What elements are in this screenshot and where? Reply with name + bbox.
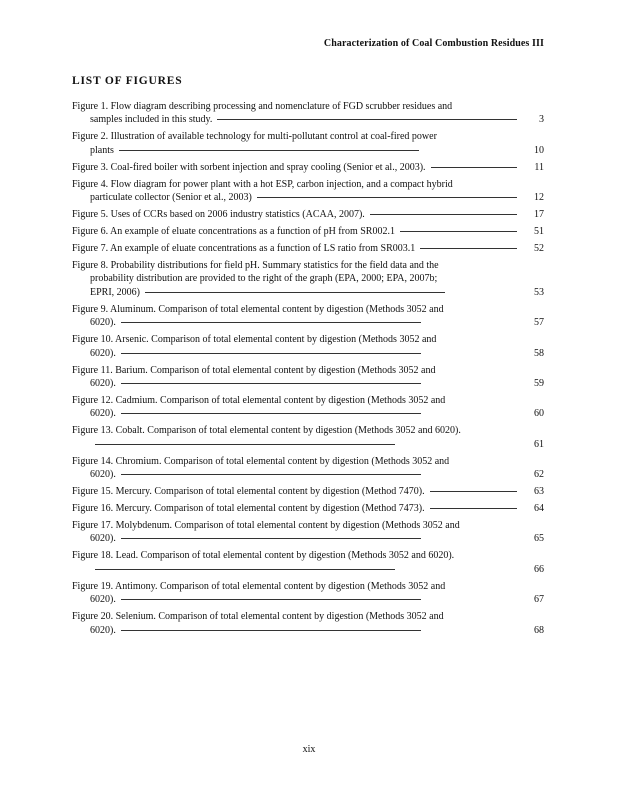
figure-page-number: 51 [531,225,544,238]
figure-entry-continuation-line [72,624,544,637]
figure-caption-text: Figure 20. Selenium. Comparison of total elemental content by digestion (Methods 3052 and [72,611,447,622]
figure-caption-text: Figure 7. An example of eluate concentrations as a function of LS ratio from SR003.1 [72,243,418,254]
figure-caption-text: Figure 12. Cadmium. Comparison of total elemental content by digestion (Methods 3052 and [72,395,448,406]
figure-page-number: 67 [531,593,544,606]
figure-caption-text: Figure 10. Arsenic. Comparison of total elemental content by digestion (Methods 3052 and [72,334,439,345]
figure-entry[interactable] [72,455,544,482]
figure-caption-text: Figure 3. Coal-fired boiler with sorbent injection and spray cooling (Senior et al., 2003). [72,162,429,173]
figure-page-number: 57 [531,316,544,329]
figure-entry-continuation-line [72,468,544,481]
figure-entry-continuation-line [72,347,544,360]
figure-caption-text: 6020). [90,533,119,544]
figure-entry-first-line [72,485,544,498]
dot-leader [121,598,421,600]
figure-entry-first-line [72,394,544,407]
figure-entry[interactable] [72,208,544,221]
figure-entry[interactable] [72,178,544,205]
figure-entry-first-line [72,364,544,377]
figure-entry-first-line [72,424,544,437]
figure-entry[interactable] [72,502,544,515]
figure-entry[interactable] [72,100,544,127]
figure-page-number: 64 [531,502,544,515]
figure-entry-first-line [72,225,544,238]
dot-leader [121,537,421,539]
figure-page-number: 11 [531,161,544,174]
figure-entry-continuation-line [72,438,544,451]
figure-entry[interactable] [72,225,544,238]
list-of-figures [72,100,544,641]
figure-page-number: 68 [531,624,544,637]
figure-entry[interactable] [72,394,544,421]
figure-caption-text: 6020). [90,378,119,389]
figure-page-number: 63 [531,485,544,498]
figure-entry-continuation-line [72,593,544,606]
figure-entry-continuation-line [72,563,544,576]
dot-leader [430,490,517,492]
dot-leader [430,507,517,509]
figure-entry-first-line [72,519,544,532]
dot-leader [95,568,395,570]
figure-entry[interactable] [72,519,544,546]
figure-entry[interactable] [72,242,544,255]
figure-caption-text: Figure 6. An example of eluate concentrations as a function of pH from SR002.1 [72,226,398,237]
figure-entry-continuation-line [72,113,544,126]
figure-entry[interactable] [72,549,544,576]
figure-caption-text: 6020). [90,625,119,636]
figure-entry-first-line [72,455,544,468]
figure-caption-text: 6020). [90,317,119,328]
figure-caption-text: samples included in this study. [90,114,215,125]
figure-entry[interactable] [72,485,544,498]
figure-page-number: 66 [531,563,544,576]
figure-page-number: 60 [531,407,544,420]
dot-leader [121,382,421,384]
figure-entry[interactable] [72,364,544,391]
figure-page-number: 3 [536,113,544,126]
dot-leader [121,352,421,354]
figure-entry-first-line [72,549,544,562]
dot-leader [119,149,419,151]
figure-page-number: 17 [531,208,544,221]
figure-caption-text: Figure 17. Molybdenum. Comparison of total elemental content by digestion (Methods 3052 and [72,520,463,531]
figure-entry-continuation-line [72,144,544,157]
figure-caption-text: 6020). [90,469,119,480]
dot-leader [370,213,517,215]
figure-page-number: 62 [531,468,544,481]
figure-entry-continuation-line [72,407,544,420]
figure-entry[interactable] [72,303,544,330]
dot-leader [420,247,517,249]
figure-entry-first-line [72,242,544,255]
figure-caption-text: Figure 2. Illustration of available technology for multi-pollutant control at coal-fired power [72,131,440,142]
figure-entry-continuation-line [72,272,544,285]
figure-page-number: 52 [531,242,544,255]
figure-entry[interactable] [72,610,544,637]
figure-entry-first-line [72,161,544,174]
figure-entry-continuation-line [72,377,544,390]
figure-caption-text: Figure 8. Probability distributions for field pH. Summary statistics for the field data and the [72,260,442,271]
running-header: Characterization of Coal Combustion Residues III [323,38,544,49]
dot-leader [431,166,517,168]
figure-page-number: 61 [531,438,544,451]
figure-entry-continuation-line [72,191,544,204]
figure-entry[interactable] [72,259,544,299]
figure-page-number: 53 [531,286,544,299]
figure-caption-text: Figure 9. Aluminum. Comparison of total elemental content by digestion (Methods 3052 and [72,304,447,315]
figure-caption-text: particulate collector (Senior et al., 2003) [90,192,255,203]
figure-entry[interactable] [72,161,544,174]
figure-caption-text [90,439,93,450]
dot-leader [400,230,517,232]
figure-caption-text: Figure 11. Barium. Comparison of total elemental content by digestion (Methods 3052 and [72,365,438,376]
figure-entry-first-line [72,610,544,623]
figure-caption-text: 6020). [90,594,119,605]
figure-caption-text: probability distribution are provided to the right of the graph (EPA, 2000; EPA, 2007b; [90,273,440,284]
figure-caption-text: Figure 4. Flow diagram for power plant with a hot ESP, carbon injection, and a compact hybrid [72,179,456,190]
figure-entry-first-line [72,208,544,221]
figure-entry[interactable] [72,130,544,157]
figure-entry-continuation-line [72,532,544,545]
figure-entry-continuation-line [72,316,544,329]
figure-caption-text: EPRI, 2006) [90,287,143,298]
figure-caption-text: Figure 18. Lead. Comparison of total elemental content by digestion (Methods 3052 and 6020). [72,550,457,561]
figure-entry-first-line [72,259,544,272]
figure-caption-text: 6020). [90,348,119,359]
figure-caption-text: Figure 13. Cobalt. Comparison of total elemental content by digestion (Methods 3052 and 6020). [72,425,464,436]
figure-entry-first-line [72,333,544,346]
figure-entry-first-line [72,502,544,515]
dot-leader [121,412,421,414]
figure-entry[interactable] [72,424,544,451]
dot-leader [217,118,517,120]
figure-caption-text: Figure 1. Flow diagram describing processing and nomenclature of FGD scrubber residues and [72,101,455,112]
figure-caption-text: Figure 19. Antimony. Comparison of total elemental content by digestion (Methods 3052 and [72,581,448,592]
figure-entry[interactable] [72,580,544,607]
figure-page-number: 58 [531,347,544,360]
figure-caption-text: Figure 5. Uses of CCRs based on 2006 industry statistics (ACAA, 2007). [72,209,368,220]
figure-entry-first-line [72,303,544,316]
figure-entry-first-line [72,580,544,593]
dot-leader [121,629,421,631]
figure-caption-text: Figure 16. Mercury. Comparison of total elemental content by digestion (Method 7473). [72,503,428,514]
figure-entry[interactable] [72,333,544,360]
figure-page-number: 12 [531,191,544,204]
dot-leader [121,473,421,475]
dot-leader [95,443,395,445]
figure-caption-text: Figure 15. Mercury. Comparison of total elemental content by digestion (Method 7470). [72,486,428,497]
figure-caption-text: 6020). [90,408,119,419]
page-number: xix [302,744,316,755]
figure-caption-text [90,564,93,575]
dot-leader [257,196,517,198]
figure-caption-text: Figure 14. Chromium. Comparison of total elemental content by digestion (Methods 3052 and [72,456,452,467]
figure-page-number: 10 [531,144,544,157]
section-title: LIST OF FIGURES [72,75,183,87]
figure-page-number: 65 [531,532,544,545]
figure-entry-first-line [72,178,544,191]
figure-entry-first-line [72,100,544,113]
figure-entry-continuation-line [72,286,544,299]
figure-entry-first-line [72,130,544,143]
dot-leader [121,321,421,323]
dot-leader [145,291,445,293]
figure-page-number: 59 [531,377,544,390]
figure-caption-text: plants [90,145,117,156]
